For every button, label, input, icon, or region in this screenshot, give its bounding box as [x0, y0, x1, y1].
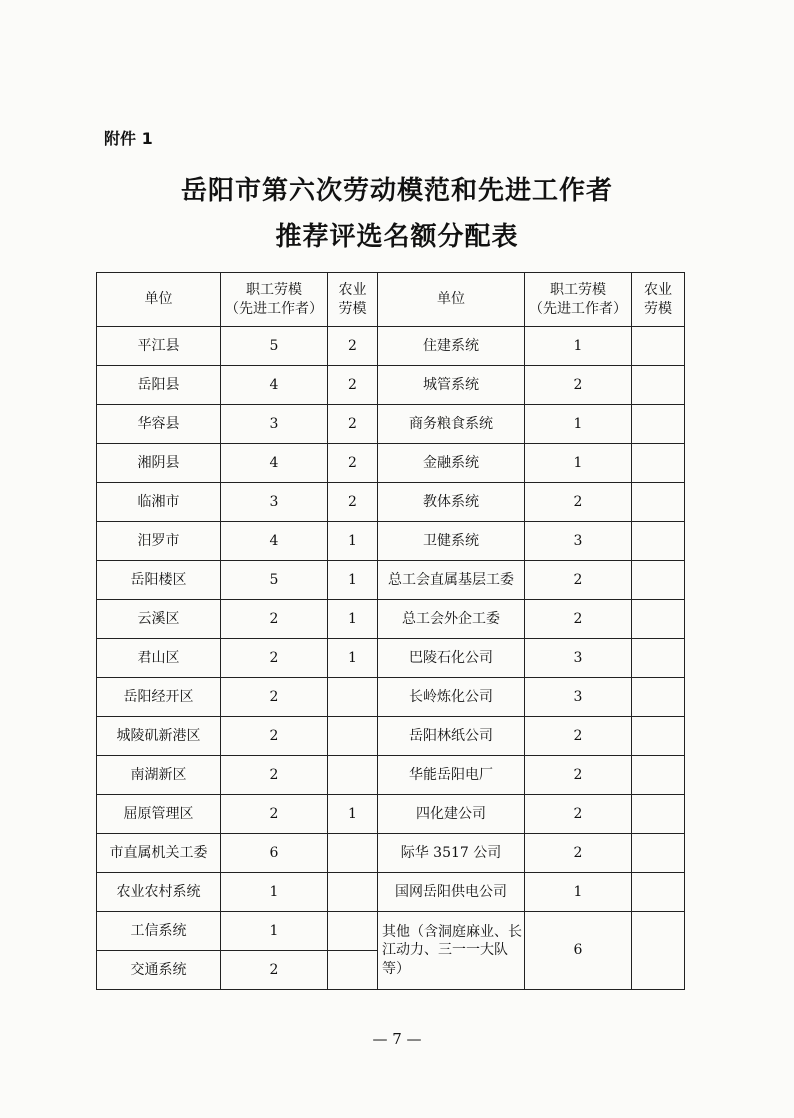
farm-quota-cell: 1: [328, 600, 378, 639]
farm-quota-cell: [328, 951, 378, 990]
farm-quota-cell: [632, 483, 685, 522]
col-header-worker-model: 职工劳模 （先进工作者）: [525, 273, 632, 327]
farm-quota-cell: [328, 834, 378, 873]
worker-quota-cell: 2: [221, 756, 328, 795]
worker-quota-cell: 6: [525, 912, 632, 990]
worker-quota-cell: 5: [221, 561, 328, 600]
table-row: [97, 834, 685, 873]
worker-quota-cell: 1: [525, 405, 632, 444]
worker-quota-cell: 4: [221, 366, 328, 405]
worker-quota-cell: 2: [525, 756, 632, 795]
farm-quota-cell: 2: [328, 405, 378, 444]
farm-quota-cell: [632, 756, 685, 795]
farm-quota-cell: [632, 600, 685, 639]
unit-cell: 岳阳林纸公司: [378, 717, 525, 756]
worker-quota-cell: 1: [525, 444, 632, 483]
quota-table: [96, 272, 685, 990]
worker-quota-cell: 5: [221, 327, 328, 366]
farm-quota-cell: 1: [328, 561, 378, 600]
unit-cell: 金融系统: [378, 444, 525, 483]
col-header-worker-model: 职工劳模 （先进工作者）: [221, 273, 328, 327]
worker-quota-cell: 1: [221, 873, 328, 912]
farm-quota-cell: 2: [328, 483, 378, 522]
worker-quota-cell: 3: [221, 405, 328, 444]
table-row: [97, 639, 685, 678]
worker-quota-cell: 2: [221, 795, 328, 834]
unit-cell: 君山区: [97, 639, 221, 678]
unit-cell: 市直属机关工委: [97, 834, 221, 873]
attachment-label: 附件 1: [104, 129, 153, 148]
col-header-unit: 单位: [97, 273, 221, 327]
worker-quota-cell: 3: [525, 678, 632, 717]
worker-quota-cell: 3: [525, 522, 632, 561]
unit-cell: 住建系统: [378, 327, 525, 366]
table-row: [97, 405, 685, 444]
worker-quota-cell: 2: [221, 639, 328, 678]
unit-cell: 总工会直属基层工委: [378, 561, 525, 600]
farm-quota-cell: [328, 912, 378, 951]
unit-cell: 商务粮食系统: [378, 405, 525, 444]
farm-quota-cell: [632, 873, 685, 912]
table-row: [97, 717, 685, 756]
worker-quota-cell: 2: [525, 717, 632, 756]
table-row: [97, 795, 685, 834]
table-row: [97, 678, 685, 717]
unit-cell: 教体系统: [378, 483, 525, 522]
worker-quota-cell: 6: [221, 834, 328, 873]
farm-quota-cell: [632, 639, 685, 678]
farm-quota-cell: [328, 873, 378, 912]
worker-quota-cell: 2: [221, 678, 328, 717]
unit-cell: 国网岳阳供电公司: [378, 873, 525, 912]
unit-cell: 南湖新区: [97, 756, 221, 795]
unit-cell: 临湘市: [97, 483, 221, 522]
worker-quota-cell: 1: [525, 873, 632, 912]
farm-quota-cell: [632, 795, 685, 834]
unit-cell: 岳阳县: [97, 366, 221, 405]
table-row: [97, 561, 685, 600]
farm-quota-cell: 1: [328, 795, 378, 834]
unit-cell: 屈原管理区: [97, 795, 221, 834]
unit-cell: 平江县: [97, 327, 221, 366]
table-row: [97, 327, 685, 366]
table-row: [97, 444, 685, 483]
page-title: 岳阳市第六次劳动模范和先进工作者: [180, 176, 613, 206]
unit-cell: 岳阳楼区: [97, 561, 221, 600]
col-header-farm-model: 农业 劳模: [328, 273, 378, 327]
farm-quota-cell: [328, 756, 378, 795]
farm-quota-cell: 2: [328, 366, 378, 405]
farm-quota-cell: [632, 522, 685, 561]
unit-cell: 岳阳经开区: [97, 678, 221, 717]
unit-cell: 四化建公司: [378, 795, 525, 834]
farm-quota-cell: [632, 327, 685, 366]
farm-quota-cell: [632, 561, 685, 600]
unit-cell: 农业农村系统: [97, 873, 221, 912]
farm-quota-cell: [632, 834, 685, 873]
unit-cell: 城陵矶新港区: [97, 717, 221, 756]
worker-quota-cell: 1: [221, 912, 328, 951]
farm-quota-cell: [632, 405, 685, 444]
worker-quota-cell: 3: [221, 483, 328, 522]
table-row: [97, 873, 685, 912]
unit-cell: 湘阴县: [97, 444, 221, 483]
table-row: [97, 366, 685, 405]
unit-cell: 城管系统: [378, 366, 525, 405]
unit-cell: 长岭炼化公司: [378, 678, 525, 717]
table-row: [97, 600, 685, 639]
worker-quota-cell: 2: [525, 561, 632, 600]
unit-cell: 工信系统: [97, 912, 221, 951]
unit-cell: 云溪区: [97, 600, 221, 639]
page-subtitle: 推荐评选名额分配表: [275, 222, 519, 252]
farm-quota-cell: [632, 366, 685, 405]
worker-quota-cell: 1: [525, 327, 632, 366]
page-number: — 7 —: [372, 1030, 422, 1048]
worker-quota-cell: 4: [221, 444, 328, 483]
farm-quota-cell: [632, 678, 685, 717]
farm-quota-cell: [632, 912, 685, 990]
worker-quota-cell: 2: [525, 600, 632, 639]
worker-quota-cell: 2: [525, 834, 632, 873]
worker-quota-cell: 2: [525, 366, 632, 405]
unit-cell: 巴陵石化公司: [378, 639, 525, 678]
table-row: [97, 756, 685, 795]
table-row: [97, 912, 685, 951]
table-row: [97, 522, 685, 561]
worker-quota-cell: 4: [221, 522, 328, 561]
farm-quota-cell: 1: [328, 522, 378, 561]
col-header-unit: 单位: [378, 273, 525, 327]
unit-cell: 交通系统: [97, 951, 221, 990]
unit-cell: 际华 3517 公司: [378, 834, 525, 873]
worker-quota-cell: 2: [525, 483, 632, 522]
farm-quota-cell: [632, 444, 685, 483]
farm-quota-cell: 2: [328, 444, 378, 483]
farm-quota-cell: 1: [328, 639, 378, 678]
farm-quota-cell: [632, 717, 685, 756]
unit-cell: 华能岳阳电厂: [378, 756, 525, 795]
table-row: [97, 483, 685, 522]
table-header-row: [97, 273, 685, 327]
farm-quota-cell: [328, 717, 378, 756]
unit-cell: 总工会外企工委: [378, 600, 525, 639]
unit-cell: 汨罗市: [97, 522, 221, 561]
farm-quota-cell: 2: [328, 327, 378, 366]
col-header-farm-model: 农业 劳模: [632, 273, 685, 327]
worker-quota-cell: 2: [525, 795, 632, 834]
unit-cell: 卫健系统: [378, 522, 525, 561]
farm-quota-cell: [328, 678, 378, 717]
worker-quota-cell: 2: [221, 717, 328, 756]
unit-cell: 其他（含洞庭麻业、长江动力、三一一大队等）: [378, 912, 525, 990]
worker-quota-cell: 2: [221, 600, 328, 639]
unit-cell: 华容县: [97, 405, 221, 444]
worker-quota-cell: 3: [525, 639, 632, 678]
worker-quota-cell: 2: [221, 951, 328, 990]
